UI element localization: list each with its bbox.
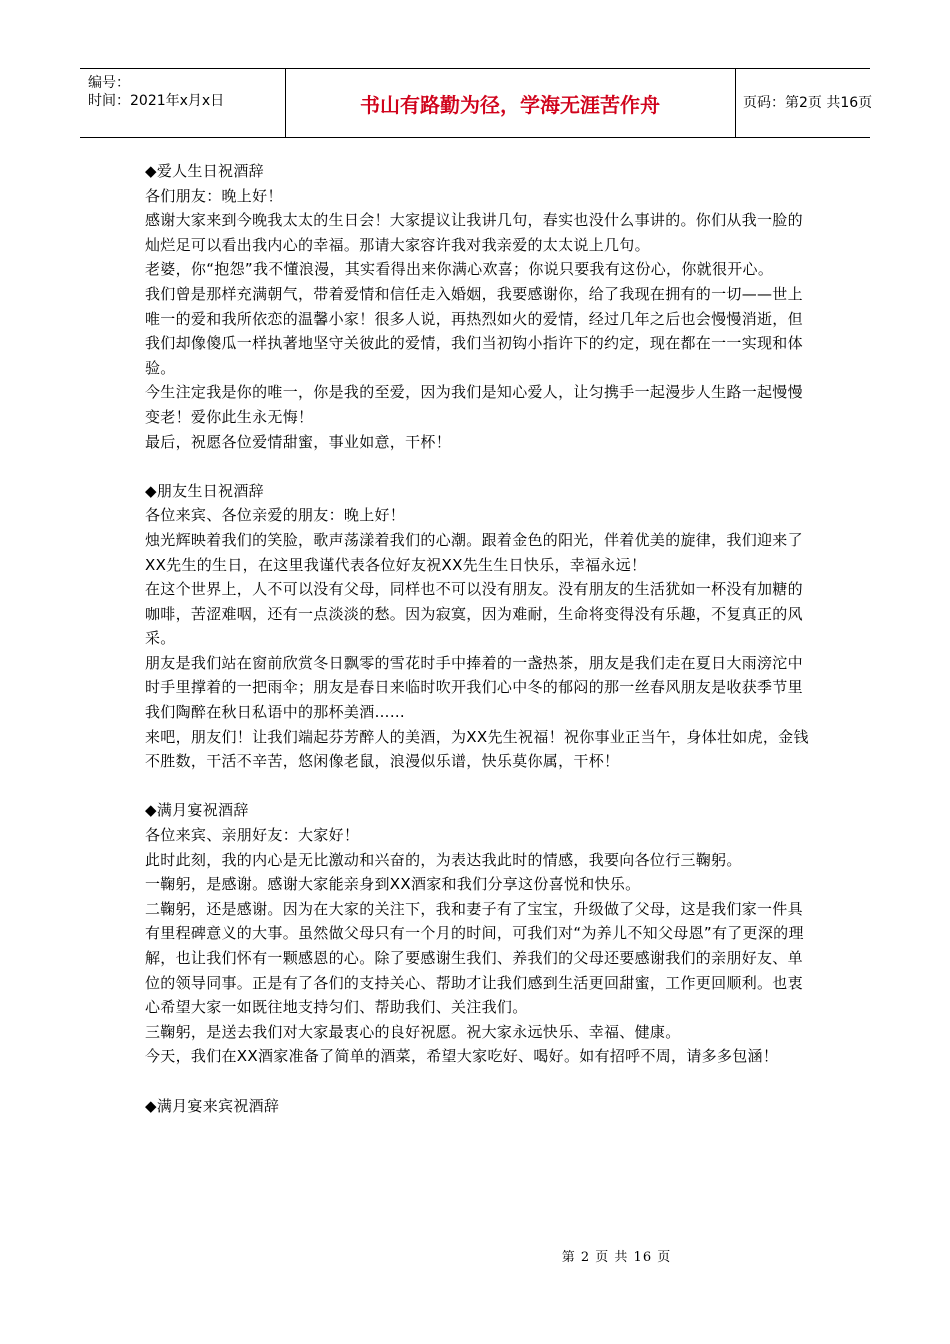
header-motto-cell: [285, 69, 736, 137]
paragraph: 今生注定我是你的唯一，你是我的至爱，因为我们是知心爱人，让匀携手一起漫步人生路一起慢慢变老！爱你此生永无悔！: [145, 383, 803, 426]
document-date: 时间：2021年x月x日: [88, 93, 225, 109]
section-title: ◆爱人生日祝酒辞: [145, 162, 264, 180]
paragraph: 我们曾是那样充满朝气，带着爱情和信任走入婚姻，我要感谢你，给了我现在拥有的一切——世上唯一的爱和我所依恋的温馨小家！很多人说，再热烈如火的爱情，经过几年之后也会慢慢消逝，但我们却像傻瓜一样执著地坚守关彼此的爱情，我们当初钩小指许下的约定，现在都在一一实现和体验。: [145, 284, 803, 377]
paragraph: 各位来宾、亲朋好友：大家好！: [145, 826, 360, 845]
page-footer: 第 2 页 共 16 页: [561, 1250, 672, 1265]
document-number-label: 编号：: [88, 75, 130, 91]
paragraph: 二鞠躬，还是感谢。因为在大家的关注下，我和妻子有了宝宝，升级做了父母，这是我们家一件具有里程碑意义的大事。虽然做父母只有一个月的时间，可我们对“为养儿不知父母恩”有了更深的理解，也让我们怀有一颗感恩的心。除了要感谢生我们、养我们的父母还要感谢我们的亲朋好友、单位的领导同事。正是有了各们的支持关心、帮助才让我们感到生活更回甜蜜，工作更回顺利。也衷心希望大家一如既往地支持匀们、帮助我们、关注我们。: [145, 899, 804, 1017]
document-body: [145, 159, 810, 1143]
paragraph: 今天，我们在XX酒家准备了简单的酒菜，希望大家吃好、喝好。如有招呼不周，请多多包涵！: [145, 1047, 779, 1066]
paragraph: 各们朋友：晚上好！: [145, 186, 283, 205]
paragraph: 烛光辉映着我们的笑脸，歌声荡漾着我们的心潮。跟着金色的阳光，伴着优美的旋律，我们迎来了XX先生的生日，在这里我谨代表各位好友祝XX先生生日快乐，幸福永远！: [145, 530, 803, 574]
paragraph: 朋友是我们站在窗前欣赏冬日飘零的雪花时手中捧着的一盏热茶，朋友是我们走在夏日大雨滂沱中时手里撑着的一把雨伞；朋友是春日来临时吹开我们心中冬的郁闷的那一丝春风朋友是收获季节里我们陶醉在秋日私语中的那杯美酒……: [145, 653, 803, 722]
paragraph: 各位来宾、各位亲爱的朋友：晚上好！: [145, 506, 406, 525]
section-title: ◆满月宴祝酒辞: [145, 801, 249, 820]
section-full-moon-guest: [145, 1094, 810, 1119]
paragraph: 三鞠躬，是送去我们对大家最衷心的良好祝愿。祝大家永远快乐、幸福、健康。: [145, 1022, 681, 1041]
paragraph: 感谢大家来到今晚我太太的生日会！大家提议让我讲几句，春实也没什么事讲的。你们从我一脸的灿烂足可以看出我内心的幸福。那请大家容许我对我亲爱的太太说上几句。: [145, 211, 803, 254]
header-page-info: 页码：第2页 共16页: [743, 95, 873, 111]
paragraph: 最后，祝愿各位爱情甜蜜，事业如意，干杯！: [145, 432, 452, 451]
section-title: ◆朋友生日祝酒辞: [145, 481, 264, 500]
section-friend-birthday: [145, 479, 810, 774]
motto-text: 书山有路勤为径，学海无涯苦作舟: [360, 93, 660, 117]
document-header: [80, 68, 873, 138]
section-full-moon-banquet: [145, 798, 810, 1069]
paragraph: 来吧，朋友们！让我们端起芬芳醉人的美酒，为XX先生祝福！祝你事业正当午，身体壮如虎，金钱不胜数，干活不辛苦，悠闲像老鼠，浪漫似乐谱，快乐莫你属，干杯！: [145, 727, 809, 771]
paragraph: 在这个世界上，人不可以没有父母，同样也不可以没有朋友。没有朋友的生活犹如一杯没有加糖的咖啡，苦涩难咽，还有一点淡淡的愁。因为寂寞，因为难耐，生命将变得没有乐趣，不复真正的风采。: [145, 580, 803, 648]
paragraph: 一鞠躬，是感谢。感谢大家能亲身到XX酒家和我们分享这份喜悦和快乐。: [145, 875, 641, 894]
paragraph: 此时此刻，我的内心是无比激动和兴奋的，为表达我此时的情感，我要向各位行三鞠躬。: [145, 850, 742, 869]
section-title: ◆满月宴来宾祝酒辞: [145, 1096, 280, 1115]
header-page-cell: [735, 69, 873, 137]
section-spouse-birthday: [145, 159, 810, 454]
paragraph: 老婆，你“抱怨”我不懂浪漫，其实看得出来你满心欢喜；你说只要我有这份心，你就很开心。: [145, 260, 774, 279]
header-meta-cell: [80, 69, 286, 137]
